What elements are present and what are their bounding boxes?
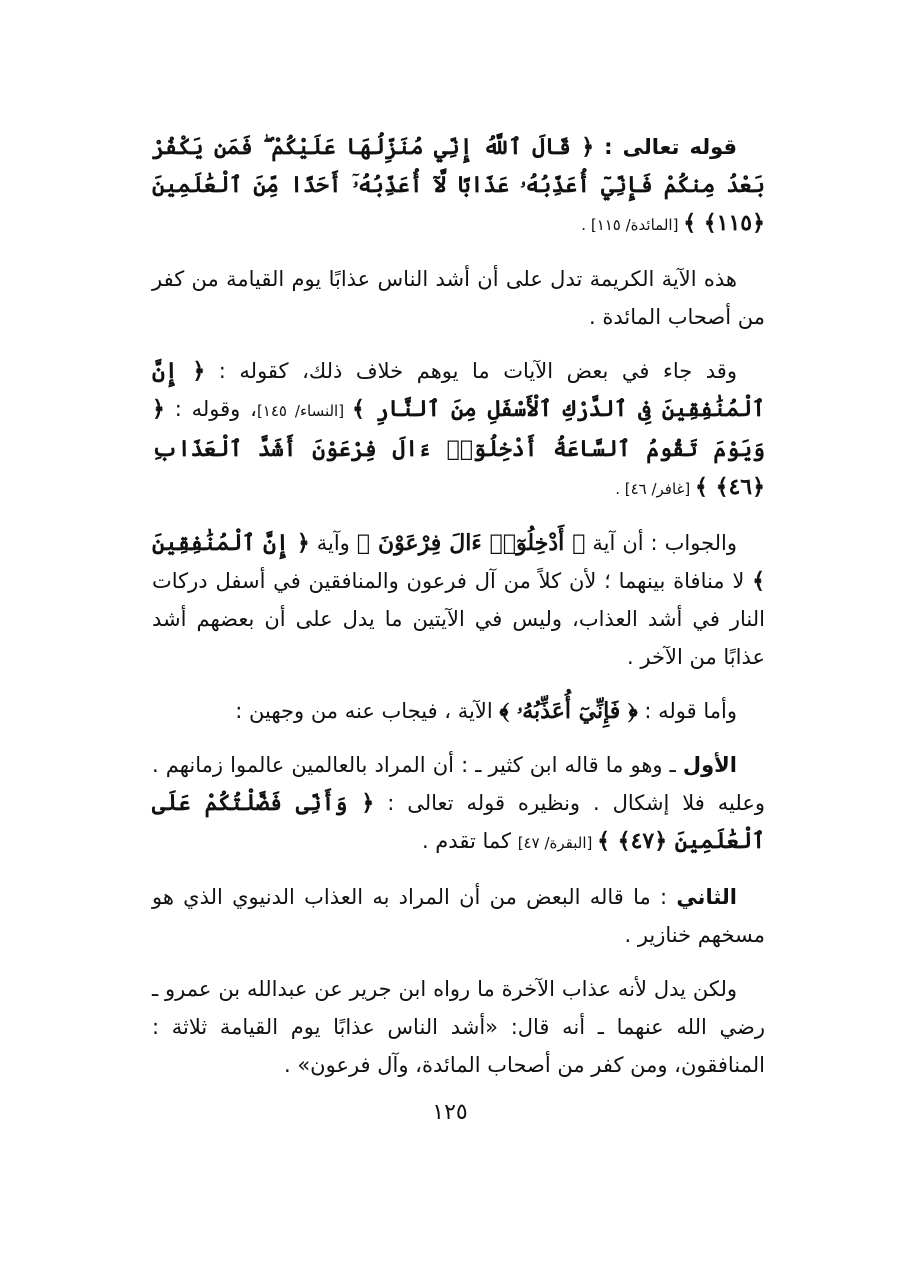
first-label: الأول (682, 753, 737, 777)
paragraph-text: وآية (309, 531, 357, 555)
page-number: ١٢٥ (432, 1100, 468, 1125)
paragraph-two-aspects (152, 692, 765, 730)
paragraph-second-aspect (152, 878, 765, 954)
paragraph-hadith (152, 970, 765, 1084)
paragraph-text: الآية ، فيجاب عنه من وجهين : (235, 699, 500, 723)
second-label: الثاني (676, 885, 737, 909)
quran-verse: ﴿ وَأَنِّى فَضَّلْتُكُمْ عَلَى ٱلْعَٰلَمِينَ ﴿٤٧﴾ ﴾ (152, 790, 765, 854)
paragraph-text: وقد جاء في بعض الآيات ما يوهم خلاف ذلك، كقوله : (205, 359, 737, 383)
verse-reference: [غافر/ ٤٦] . (615, 480, 696, 498)
paragraph-text: ، وقوله : (164, 397, 257, 421)
paragraph-first-aspect (152, 746, 765, 862)
page-body (152, 128, 765, 1100)
paragraph-text: كما تقدم . (421, 829, 518, 853)
paragraph-answer (152, 524, 765, 676)
quran-verse: ﴿ أَدْخِلُوٓا۟ ءَالَ فِرْعَوْنَ ﴾ (356, 530, 586, 556)
verse-reference: [البقرة/ ٤٧] (517, 834, 598, 852)
paragraph-text: ولكن يدل لأنه عذاب الآخرة ما رواه ابن جرير عن عبدالله بن عمرو ـ رضي الله عنهما ـ أنه قال: «أشد الناس عذابًا يوم القيامة ثلاثة : المنافقون، ومن كفر من أصحاب المائدة، وآل فرعون» . (152, 977, 765, 1077)
intro-label: قوله تعالى : (594, 135, 737, 159)
paragraph-text: لا منافاة بينهما ؛ لأن كلاً من آل فرعون والمنافقين في أسفل دركات النار في أشد العذاب، وليس في الآيتين ما يدل على أن بعضهم أشد عذابًا من الآخر . (152, 569, 765, 669)
quran-verse: ﴿ وَيَوْمَ تَقُومُ ٱلسَّاعَةُ أَدْخِلُوٓا۟ ءَالَ فِرْعَوْنَ أَشَدَّ ٱلْعَذَابِ ﴿٤٦﴾ ﴾ (152, 396, 765, 500)
paragraph-text: : ما قاله البعض من أن المراد به العذاب الدنيوي الذي هو مسخهم خنازير . (152, 885, 765, 947)
quran-verse: ﴿ فَإِنِّيٓ أُعَذِّبُهُۥ ﴾ (499, 698, 638, 724)
paragraph-text: ـ وهو ما قاله ابن كثير ـ : أن المراد بالعالمين عالموا زمانهم . وعليه فلا إشكال . ونظيره قوله تعالى : (152, 753, 765, 815)
quran-verse: ﴿ إِنَّ ٱلْمُنَٰفِقِينَ ﴾ (152, 530, 765, 594)
quran-verse: ﴿ إِنَّ ٱلْمُنَٰفِقِينَ فِى ٱلدَّرْكِ ٱلْأَسْفَلِ مِنَ ٱلنَّارِ ﴾ (152, 358, 765, 422)
paragraph-apparent-conflict (152, 352, 765, 508)
quran-verse: ﴿ قَالَ ٱللَّهُ إِنِّي مُنَزِّلُهَا عَلَيْكُمْ ۖ فَمَن يَكْفُرْ بَعْدُ مِنكُمْ فَإِنِّيٓ أُعَذِّبُهُۥ عَذَابًا لَّآ أُعَذِّبُهُۥٓ أَحَدًا مِّنَ ٱلْعَٰلَمِينَ ﴿١١٥﴾ ﴾ (152, 134, 765, 236)
verse-reference: [النساء/ ١٤٥] (256, 402, 353, 420)
paragraph-explanation (152, 260, 765, 336)
paragraph-verse-intro (152, 128, 765, 244)
paragraph-text: وأما قوله : (637, 699, 737, 723)
paragraph-text: هذه الآية الكريمة تدل على أن أشد الناس عذابًا يوم القيامة من كفر من أصحاب المائدة . (152, 267, 765, 329)
verse-reference: [المائدة/ ١١٥] . (581, 216, 684, 234)
paragraph-text: والجواب : أن آية (585, 531, 737, 555)
